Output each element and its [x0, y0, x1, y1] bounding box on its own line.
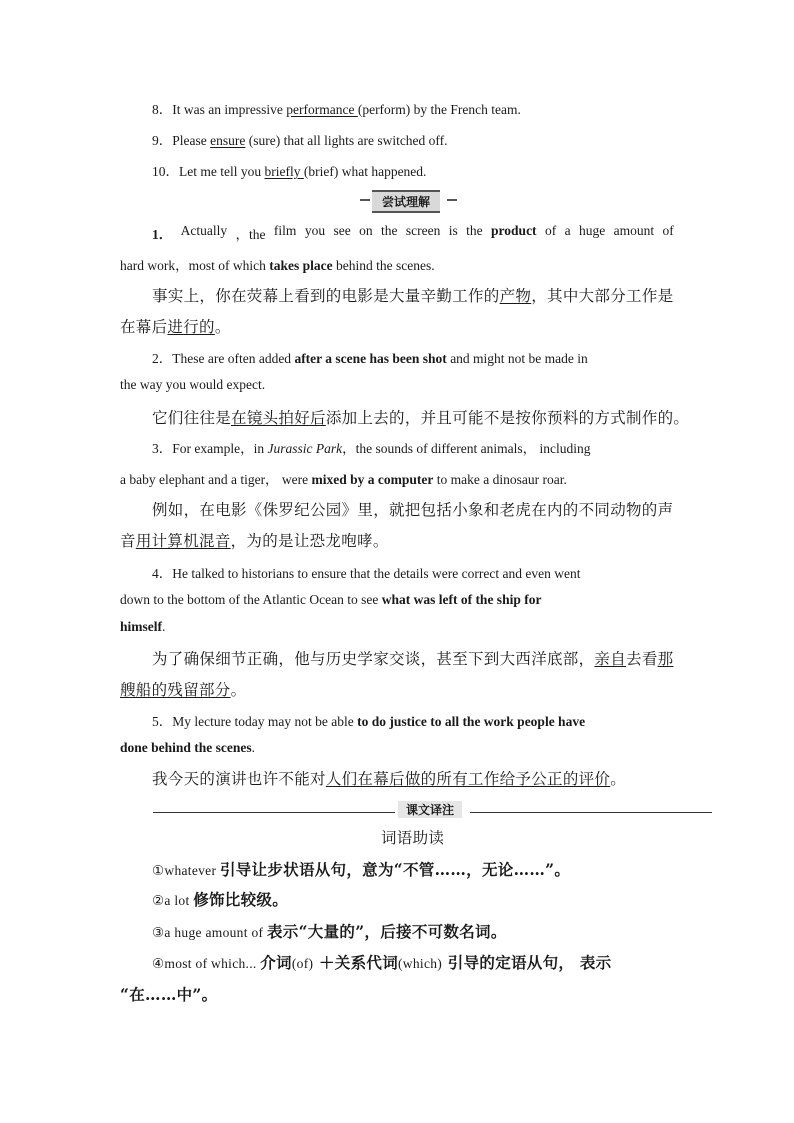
- item-3-zh-line1: 例如，在电影《侏罗纪公园》里，就把包括小象和老虎在内的不同动物的声: [152, 501, 674, 519]
- note-3: ③a huge amount of 表示“大量的”，后接不可数名词。: [152, 922, 507, 941]
- item-5-en-line2: done behind the scenes.: [120, 740, 256, 755]
- item-4-zh-line2: 艘船的残留部分。: [120, 681, 247, 699]
- item-1-zh-line2: 在幕后进行的。: [120, 318, 231, 336]
- item-3-en-line2: a baby elephant and a tiger， were mixed by a computer to make a dinosaur roar.: [120, 472, 567, 487]
- section-banner-try-understand: 尝试理解: [372, 190, 440, 213]
- item-4-zh-line1: 为了确保细节正确，他与历史学家交谈，甚至下到大西洋底部，亲自去看那: [152, 650, 674, 668]
- item-4-en-line2: down to the bottom of the Atlantic Ocean to see what was left of the ship for: [120, 592, 542, 607]
- answer-blank: ensure: [210, 133, 246, 148]
- item-3-zh-line2: 音用计算机混音，为的是让恐龙咆哮。: [120, 532, 389, 550]
- banner-left-dash: [360, 199, 370, 201]
- item-4-en-line1: 4．He talked to historians to ensure that the details were correct and even went: [152, 566, 581, 581]
- item-1-zh-line1: 事实上，你在荧幕上看到的电影是大量辛勤工作的产物，其中大部分工作是: [152, 287, 674, 305]
- banner-right-dash: [447, 199, 457, 201]
- item-5-en-line1: 5．My lecture today may not be able to do justice to all the work people have: [152, 714, 586, 729]
- note-4-continued: “在……中”。: [120, 985, 218, 1004]
- item-2-en-line2: the way you would expect.: [120, 377, 266, 392]
- note-2: ②a lot 修饰比较级。: [152, 890, 289, 909]
- exercise-10: 10．Let me tell you briefly (brief) what happened.: [152, 164, 427, 179]
- item-1-en-line1: 1． Actually ，the film you see on the screen is the product of a huge amount of: [152, 223, 674, 242]
- note-4: ④most of which... 介词(of) ＋关系代词(which) 引导的定语从句， 表示: [152, 953, 612, 972]
- item-2-zh-line1: 它们往往是在镜头拍好后添加上去的，并且可能不是按你预料的方式制作的。: [152, 409, 690, 427]
- exercise-9: 9．Please ensure (sure) that all lights are switched off.: [152, 133, 448, 148]
- notes-title: 词语助读: [381, 829, 445, 847]
- answer-blank: briefly: [264, 164, 304, 179]
- exercise-8: 8．It was an impressive performance (perform) by the French team.: [152, 102, 521, 117]
- item-4-en-line3: himself.: [120, 619, 166, 634]
- item-1-en-line2: hard work，most of which takes place behind the scenes.: [120, 258, 435, 273]
- section-banner-text-notes: 课文译注: [398, 801, 462, 818]
- section-divider-right: [470, 812, 712, 813]
- item-3-en-line1: 3．For example，in Jurassic Park，the sounds of different animals， including: [152, 441, 591, 456]
- item-5-zh-line1: 我今天的演讲也许不能对人们在幕后做的所有工作给予公正的评价。: [152, 770, 627, 788]
- answer-blank: performance: [286, 102, 358, 117]
- section-divider-left: [153, 812, 395, 813]
- note-1: ①whatever 引导让步状语从句，意为“不管……，无论……”。: [152, 860, 571, 879]
- item-2-en-line1: 2．These are often added after a scene has been shot and might not be made in: [152, 351, 588, 366]
